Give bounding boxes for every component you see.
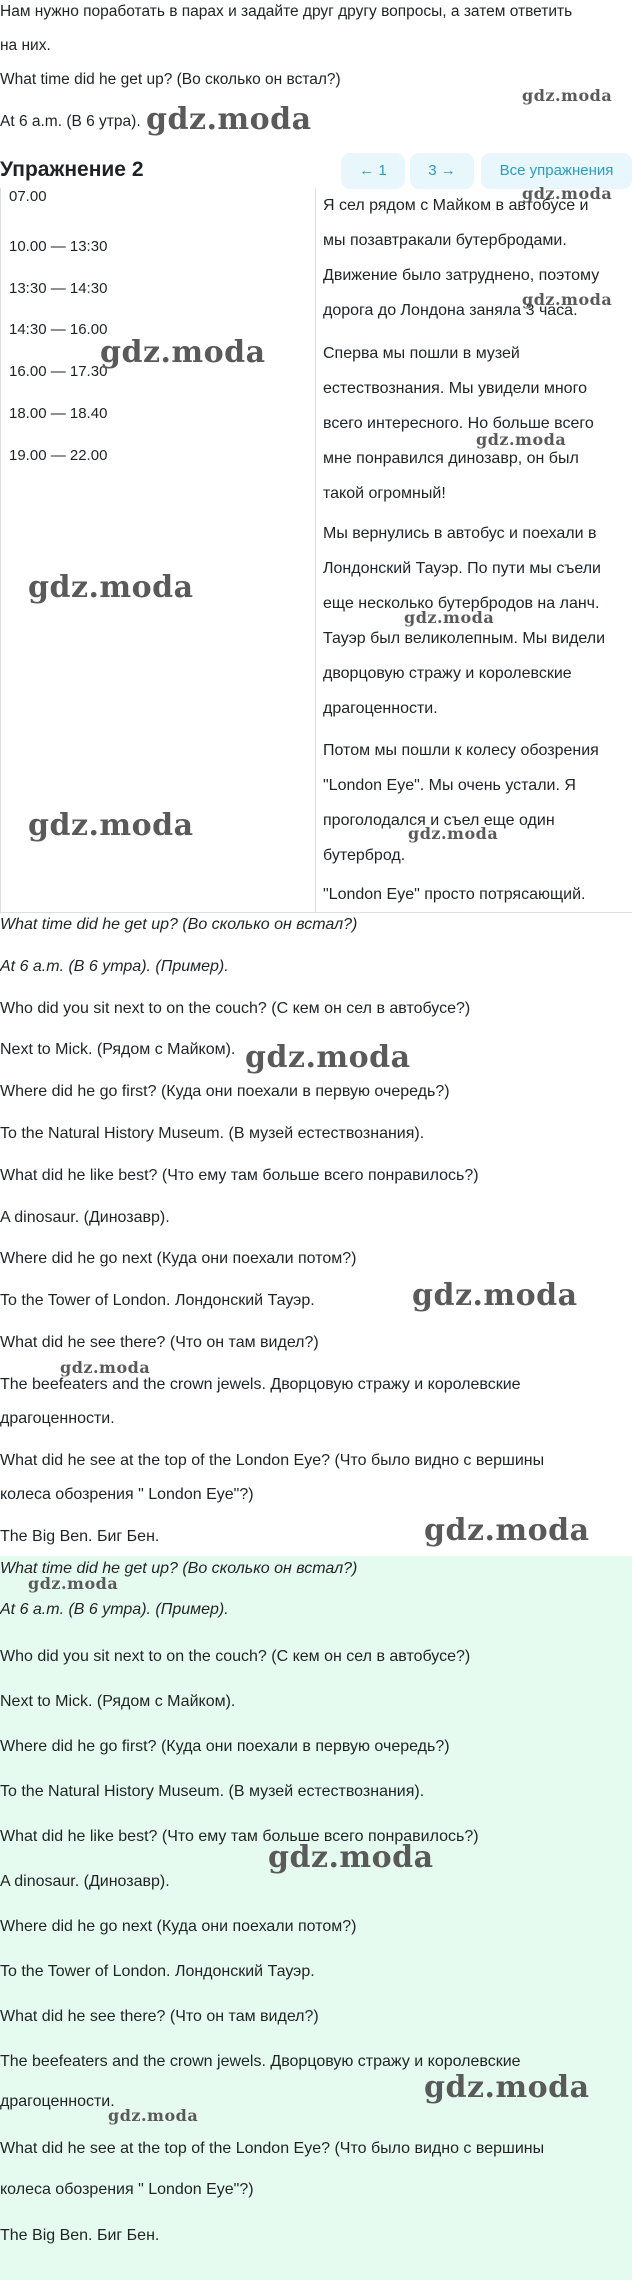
qa2-answer: The Big Ben. Биг Бен.: [0, 2227, 160, 2244]
qa2-answer: The beefeaters and the crown jewels. Дворцовую стражу и королевские: [0, 2053, 521, 2070]
watermark-logo: gdz.moda: [268, 1840, 434, 1875]
qa1-answer: To the Tower of London. Лондонский Тауэр.: [0, 1292, 315, 1309]
timetable-times-column: [0, 188, 316, 912]
all-exercises-button[interactable]: Все упражнения: [481, 153, 632, 189]
watermark-logo: gdz.moda: [404, 608, 495, 627]
qa2-question: What did he see there? (Что он там видел?): [0, 2008, 319, 2025]
watermark-logo: gdz.moda: [100, 335, 266, 370]
qa1-answer: A dinosaur. (Динозавр).: [0, 1209, 170, 1226]
intro-line-2: на них.: [0, 37, 51, 54]
time-cell: 14:30 — 16.00: [9, 321, 108, 338]
qa2-question: What did he see at the top of the London Eye? (Что было видно с вершины: [0, 2140, 545, 2157]
diary-line: Движение было затруднено, поэтому: [323, 267, 600, 284]
diary-line: дворцовую стражу и королевские: [323, 665, 572, 682]
diary-line: еще несколько бутербродов на ланч.: [323, 595, 600, 612]
qa1-answer: Next to Mick. (Рядом с Майком).: [0, 1041, 236, 1058]
diary-line: Мы вернулись в автобус и поехали в: [323, 525, 597, 542]
watermark-logo: gdz.moda: [245, 1040, 411, 1075]
watermark-logo: gdz.moda: [522, 290, 613, 309]
diary-line: дорога до Лондона заняла 3 часа.: [323, 302, 578, 319]
watermark-logo: gdz.moda: [522, 184, 613, 203]
diary-line: "London Eye" просто потрясающий.: [323, 886, 586, 903]
watermark-logo: gdz.moda: [60, 1358, 151, 1377]
intro-answer: At 6 a.m. (В 6 утра).: [0, 113, 141, 130]
time-cell: 10.00 — 13:30: [9, 238, 108, 255]
qa2-answer-cont: драгоценности.: [0, 2093, 115, 2110]
qa2-question: Who did you sit next to on the couch? (С кем он сел в автобусе?): [0, 1648, 471, 1665]
diary-paragraph-5: [323, 877, 623, 912]
qa2-question: What did he like best? (Что ему там больше всего понравилось?): [0, 1828, 479, 1845]
time-cell: 13:30 — 14:30: [9, 280, 108, 297]
diary-line: драгоценности.: [323, 700, 438, 717]
qa1-question-cont: колеса обозрения " London Eye"?): [0, 1486, 254, 1503]
diary-line: мне понравился динозавр, он был: [323, 450, 579, 467]
diary-line: "London Eye". Мы очень устали. Я: [323, 777, 576, 794]
qa1-answer: The beefeaters and the crown jewels. Дворцовую стражу и королевские: [0, 1376, 521, 1393]
qa1-question: What did he like best? (Что ему там больше всего понравилось?): [0, 1167, 479, 1184]
time-cell: 18.00 — 18.40: [9, 405, 108, 422]
diary-line: Лондонский Тауэр. По пути мы съели: [323, 560, 601, 577]
qa2-question: Where did he go next (Куда они поехали потом?): [0, 1918, 357, 1935]
time-cell: 19.00 — 22.00: [9, 447, 108, 464]
qa1-question: What did he see at the top of the London Eye? (Что было видно с вершины: [0, 1452, 545, 1469]
diary-line: Тауэр был великолепным. Мы видели: [323, 630, 606, 647]
watermark-logo: gdz.moda: [476, 430, 567, 449]
qa1-question: What did he see there? (Что он там видел?): [0, 1334, 319, 1351]
watermark-logo: gdz.moda: [28, 808, 194, 843]
qa1-question: Who did you sit next to on the couch? (С кем он сел в автобусе?): [0, 1000, 471, 1017]
watermark-logo: gdz.moda: [424, 1513, 590, 1548]
intro-question: What time did he get up? (Во сколько он встал?): [0, 71, 341, 88]
next-exercise-button[interactable]: 3 →: [410, 153, 474, 189]
watermark-logo: gdz.moda: [408, 824, 499, 843]
qa1-question: Where did he go first? (Куда они поехали в первую очередь?): [0, 1083, 450, 1100]
diary-line: Я сел рядом с Майком в автобусе и: [323, 197, 589, 214]
qa2-answer: A dinosaur. (Динозавр).: [0, 1873, 170, 1890]
diary-paragraph-2: [323, 336, 623, 511]
watermark-logo: gdz.moda: [412, 1278, 578, 1313]
qa1-answer: At 6 a.m. (В 6 утра). (Пример).: [0, 958, 229, 975]
intro-line-1: Нам нужно поработать в парах и задайте друг другу вопросы, а затем ответить: [0, 3, 573, 20]
qa2-answer: At 6 a.m. (В 6 утра). (Пример).: [0, 1601, 229, 1618]
watermark-logo: gdz.moda: [424, 2070, 590, 2105]
diary-line: проголодался и съел еще один: [323, 812, 555, 829]
diary-line: Потом мы пошли к колесу обозрения: [323, 742, 599, 759]
watermark-logo: gdz.moda: [28, 570, 194, 605]
watermark-logo: gdz.moda: [28, 1574, 119, 1593]
diary-paragraph-4: [323, 733, 623, 873]
prev-exercise-button[interactable]: ← 1: [341, 153, 405, 189]
qa1-question: What time did he get up? (Во сколько он встал?): [0, 916, 358, 933]
diary-line: естествознания. Мы увидели много: [323, 380, 587, 397]
qa2-answer: To the Natural History Museum. (В музей естествознания).: [0, 1783, 425, 1800]
diary-line: такой огромный!: [323, 485, 446, 502]
qa1-answer-cont: драгоценности.: [0, 1410, 115, 1427]
diary-line: всего интересного. Но больше всего: [323, 415, 594, 432]
time-cell: 07.00: [9, 188, 47, 205]
qa1-question: Where did he go next (Куда они поехали потом?): [0, 1250, 357, 1267]
exercise-title: Упражнение 2: [0, 158, 144, 181]
qa1-answer: The Big Ben. Биг Бен.: [0, 1528, 160, 1545]
qa2-question-cont: колеса обозрения " London Eye"?): [0, 2181, 254, 2198]
qa2-answer: To the Tower of London. Лондонский Тауэр.: [0, 1963, 315, 1980]
diary-line: Сперва мы пошли в музей: [323, 345, 520, 362]
diary-line: мы позавтракали бутербродами.: [323, 232, 567, 249]
watermark-logo: gdz.moda: [108, 2106, 199, 2125]
qa1-answer: To the Natural History Museum. (В музей естествознания).: [0, 1125, 425, 1142]
qa2-question: Where did he go first? (Куда они поехали в первую очередь?): [0, 1738, 450, 1755]
time-cell: 16.00 — 17.30: [9, 363, 108, 380]
qa2-answer: Next to Mick. (Рядом с Майком).: [0, 1693, 236, 1710]
watermark-logo: gdz.moda: [146, 102, 312, 137]
diary-line: бутерброд.: [323, 847, 406, 864]
watermark-logo: gdz.moda: [522, 86, 613, 105]
qa2-question: What time did he get up? (Во сколько он встал?): [0, 1560, 358, 1577]
